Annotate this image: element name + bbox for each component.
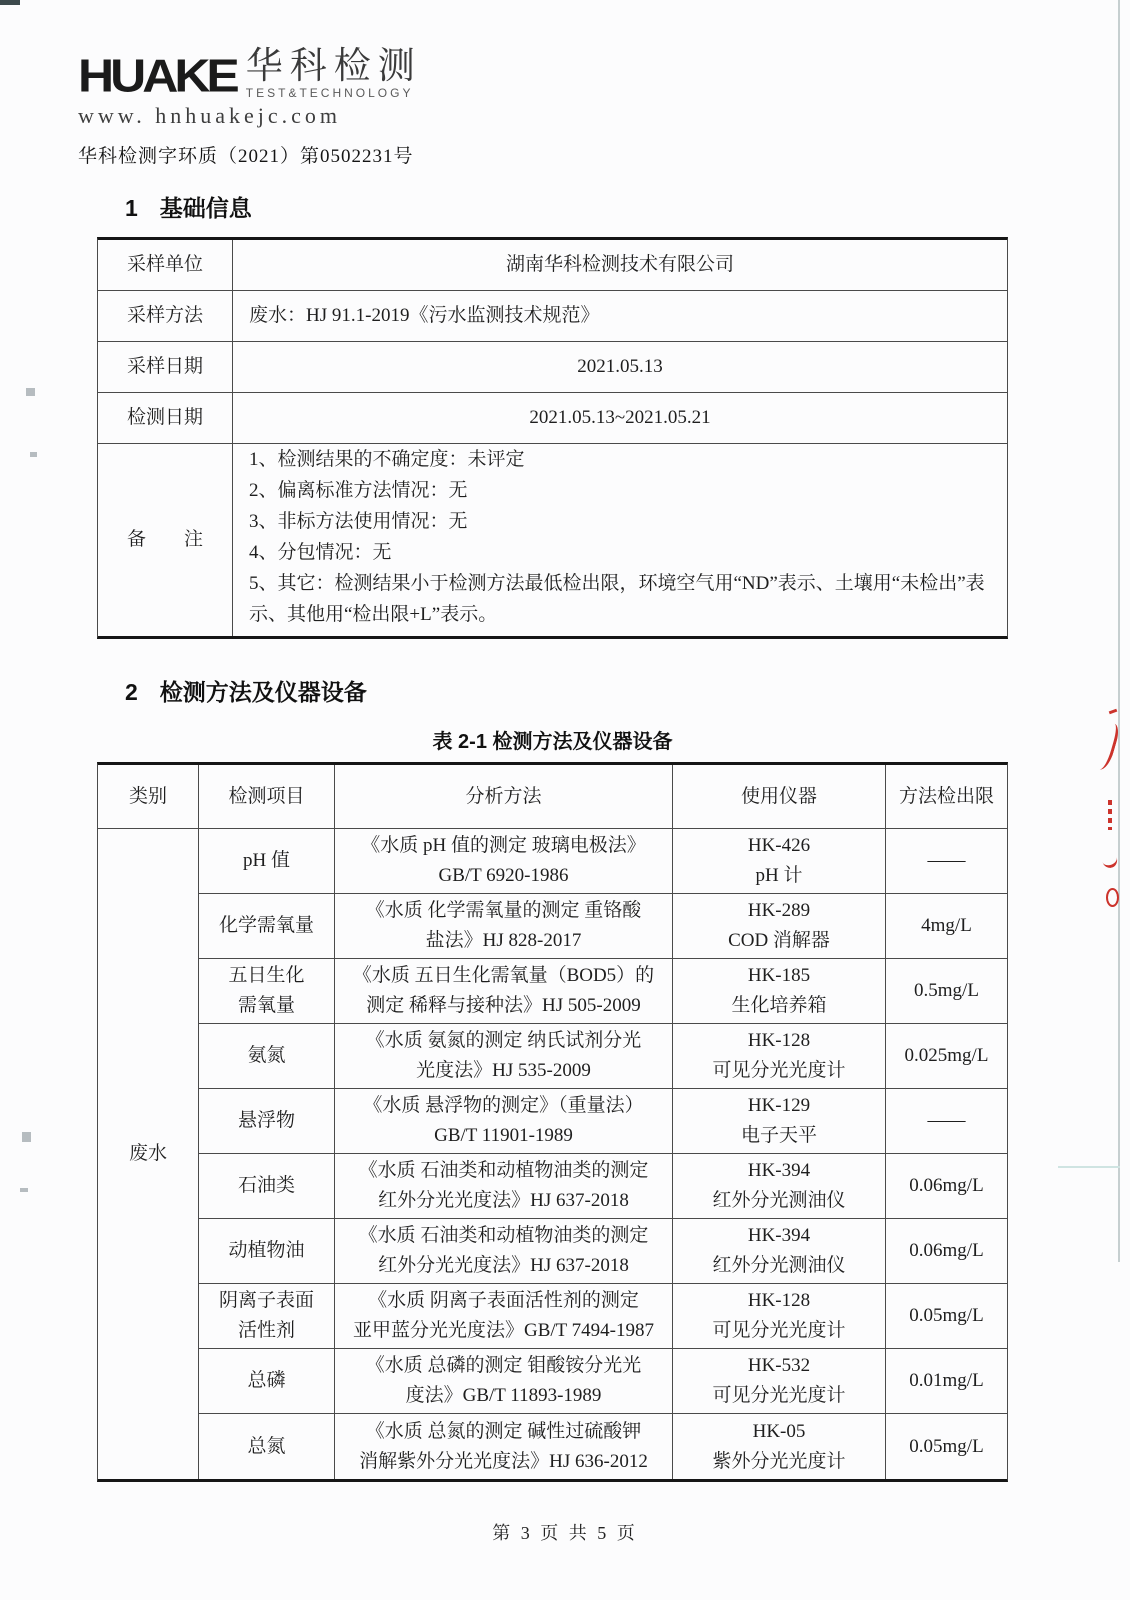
scan-artifact bbox=[22, 1132, 31, 1142]
instrument-cell-text: HK-129 bbox=[747, 1095, 811, 1116]
item-cell-text: 总氮 bbox=[247, 1435, 286, 1457]
row-label: 采样方法 bbox=[98, 291, 233, 342]
section-2-number: 2 bbox=[125, 679, 138, 705]
item-cell-text: 阴离子表面 bbox=[218, 1290, 314, 1311]
limit-cell-text: —— bbox=[927, 1110, 966, 1131]
item-cell bbox=[199, 1414, 335, 1479]
method-cell-text: 《水质 总磷的测定 钼酸铵分光光 bbox=[365, 1355, 642, 1376]
limit-cell-text: 4mg/L bbox=[921, 915, 972, 936]
method-cell-text: GB/T 11901-1989 bbox=[434, 1125, 573, 1146]
method-cell-text: 亚甲蓝分光光度法》GB/T 7494-1987 bbox=[352, 1320, 654, 1341]
remark-line: 3、非标方法使用情况：无 bbox=[249, 511, 468, 532]
row-value: 2021.05.13~2021.05.21 bbox=[233, 393, 1007, 444]
section-1-number: 1 bbox=[125, 195, 138, 221]
huake-logo: HUAKE bbox=[78, 50, 236, 102]
item-cell-text: 悬浮物 bbox=[237, 1110, 295, 1131]
limit-cell bbox=[886, 1219, 1007, 1284]
remark-line: 1、检测结果的不确定度：未评定 bbox=[249, 449, 525, 470]
section-1-heading bbox=[125, 190, 252, 223]
limit-cell-text: 0.05mg/L bbox=[909, 1305, 984, 1326]
remarks-label: 备 注 bbox=[98, 444, 233, 636]
red-stamp-mark bbox=[1090, 720, 1121, 771]
col-header-item: 检测项目 bbox=[199, 765, 335, 829]
method-cell bbox=[335, 1349, 673, 1414]
letterhead bbox=[78, 48, 422, 168]
col-header-category: 类别 bbox=[98, 765, 199, 829]
row-value: 废水：HJ 91.1-2019《污水监测技术规范》 bbox=[233, 291, 1007, 342]
instrument-cell-text: HK-05 bbox=[752, 1420, 806, 1442]
item-cell-text: 总磷 bbox=[247, 1370, 286, 1391]
website-text: www. hnhuakejc.com bbox=[78, 103, 342, 128]
method-cell-text: 《水质 化学需氧量的测定 重铬酸 bbox=[365, 900, 642, 921]
instrument-cell-text: 生化培养箱 bbox=[731, 995, 827, 1016]
method-cell-text: 《水质 pH 值的测定 玻璃电极法》 bbox=[361, 835, 646, 856]
instrument-cell-text: HK-394 bbox=[747, 1225, 811, 1246]
col-header-limit: 方法检出限 bbox=[886, 765, 1007, 829]
method-cell-text: 《水质 总氮的测定 碱性过硫酸钾 bbox=[365, 1420, 642, 1442]
method-cell bbox=[335, 894, 673, 959]
table-2-1-caption: 表 2-1 检测方法及仪器设备 bbox=[432, 731, 673, 753]
limit-cell bbox=[886, 829, 1007, 894]
scan-artifact bbox=[30, 452, 37, 457]
section-2-heading bbox=[125, 674, 367, 707]
instrument-cell-text: 紫外分光光度计 bbox=[712, 1450, 846, 1472]
page-footer: 第 3 页 共 5 页 bbox=[492, 1523, 638, 1543]
col-header-instrument: 使用仪器 bbox=[673, 765, 886, 829]
instrument-cell-text: 可见分光光度计 bbox=[712, 1320, 846, 1341]
scan-artifact bbox=[0, 0, 20, 5]
method-cell bbox=[335, 1284, 673, 1349]
item-cell bbox=[199, 1284, 335, 1349]
limit-cell bbox=[886, 1284, 1007, 1349]
row-value: 湖南华科检测技术有限公司 bbox=[233, 240, 1007, 291]
red-stamp-mark bbox=[1108, 800, 1112, 830]
row-value: 2021.05.13 bbox=[233, 342, 1007, 393]
item-cell bbox=[199, 1024, 335, 1089]
limit-cell bbox=[886, 959, 1007, 1024]
limit-cell-text: 0.05mg/L bbox=[909, 1435, 984, 1457]
method-cell-text: 测定 稀释与接种法》HJ 505-2009 bbox=[366, 995, 641, 1016]
item-cell-text: 活性剂 bbox=[237, 1320, 295, 1341]
instrument-cell-text: HK-532 bbox=[747, 1355, 811, 1376]
instrument-cell bbox=[673, 1219, 886, 1284]
method-cell-text: 《水质 石油类和动植物油类的测定 bbox=[358, 1225, 649, 1246]
instrument-cell bbox=[673, 829, 886, 894]
instrument-cell bbox=[673, 959, 886, 1024]
page-edge-line bbox=[1118, 0, 1120, 1262]
method-cell bbox=[335, 1089, 673, 1154]
instrument-cell bbox=[673, 1089, 886, 1154]
instrument-cell-text: HK-185 bbox=[747, 965, 811, 986]
instrument-cell-text: 红外分光测油仪 bbox=[712, 1190, 846, 1211]
method-cell bbox=[335, 1154, 673, 1219]
method-cell-text: 红外分光光度法》HJ 637-2018 bbox=[378, 1255, 629, 1276]
instrument-cell-text: HK-426 bbox=[747, 835, 811, 856]
red-stamp-mark bbox=[1106, 888, 1119, 907]
instrument-cell bbox=[673, 894, 886, 959]
limit-cell-text: 0.01mg/L bbox=[909, 1370, 984, 1391]
limit-cell bbox=[886, 1414, 1007, 1479]
instrument-cell bbox=[673, 1349, 886, 1414]
row-label: 采样日期 bbox=[98, 342, 233, 393]
limit-cell-text: 0.5mg/L bbox=[914, 980, 979, 1001]
col-header-method: 分析方法 bbox=[335, 765, 673, 829]
instrument-cell-text: HK-128 bbox=[747, 1030, 811, 1051]
method-cell-text: 红外分光光度法》HJ 637-2018 bbox=[378, 1190, 629, 1211]
method-cell bbox=[335, 959, 673, 1024]
item-cell-text: 需氧量 bbox=[237, 995, 295, 1016]
item-cell-text: 氨氮 bbox=[247, 1045, 286, 1066]
method-cell-text: 消解紫外分光光度法》HJ 636-2012 bbox=[359, 1450, 648, 1472]
remark-line: 5、其它：检测结果小于检测方法最低检出限，环境空气用“ND”表示、土壤用“未检出”表示、其他用“检出限+L”表示。 bbox=[249, 573, 985, 625]
instrument-cell-text: 电子天平 bbox=[740, 1125, 817, 1146]
limit-cell-text: 0.06mg/L bbox=[909, 1240, 984, 1261]
basic-info-table bbox=[97, 237, 1008, 639]
limit-cell bbox=[886, 894, 1007, 959]
limit-cell-text: —— bbox=[927, 850, 966, 871]
item-cell bbox=[199, 894, 335, 959]
instrument-cell-text: HK-289 bbox=[747, 900, 811, 921]
scan-artifact bbox=[1058, 1166, 1120, 1168]
row-label: 采样单位 bbox=[98, 240, 233, 291]
method-cell bbox=[335, 1414, 673, 1479]
item-cell-text: 动植物油 bbox=[228, 1240, 305, 1261]
item-cell-text: 化学需氧量 bbox=[218, 915, 314, 936]
method-cell-text: 盐法》HJ 828-2017 bbox=[425, 930, 582, 951]
logo-tagline: TEST&TECHNOLOGY bbox=[245, 86, 414, 100]
section-1-title: 基础信息 bbox=[159, 195, 252, 221]
logo-chinese-name: 华科检测 bbox=[245, 46, 422, 87]
instrument-cell-text: HK-394 bbox=[747, 1160, 811, 1181]
item-cell-text: pH 值 bbox=[243, 850, 290, 871]
method-cell-text: 《水质 阴离子表面活性剂的测定 bbox=[368, 1290, 639, 1311]
remark-line: 2、偏离标准方法情况：无 bbox=[249, 480, 468, 501]
remark-line: 4、分包情况：无 bbox=[249, 542, 392, 563]
limit-cell bbox=[886, 1349, 1007, 1414]
item-cell bbox=[199, 1219, 335, 1284]
limit-cell-text: 0.025mg/L bbox=[904, 1045, 989, 1066]
red-stamp-mark bbox=[1100, 849, 1120, 870]
document-number: 华科检测字环质（2021）第0502231号 bbox=[78, 146, 414, 167]
instrument-cell-text: 红外分光测油仪 bbox=[712, 1255, 846, 1276]
instrument-cell bbox=[673, 1024, 886, 1089]
methods-instruments-table bbox=[97, 762, 1008, 1482]
method-cell-text: 《水质 五日生化需氧量（BOD5）的 bbox=[352, 965, 655, 986]
item-cell bbox=[199, 959, 335, 1024]
item-cell bbox=[199, 1349, 335, 1414]
instrument-cell-text: 可见分光光度计 bbox=[712, 1385, 846, 1406]
method-cell-text: 《水质 悬浮物的测定》（重量法） bbox=[363, 1095, 644, 1116]
red-stamp-mark bbox=[1109, 709, 1118, 715]
scan-artifact bbox=[26, 388, 35, 396]
method-cell-text: 《水质 氨氮的测定 纳氏试剂分光 bbox=[365, 1030, 642, 1051]
limit-cell bbox=[886, 1024, 1007, 1089]
limit-cell-text: 0.06mg/L bbox=[909, 1175, 984, 1196]
limit-cell bbox=[886, 1154, 1007, 1219]
limit-cell bbox=[886, 1089, 1007, 1154]
row-label: 检测日期 bbox=[98, 393, 233, 444]
item-cell-text: 五日生化 bbox=[228, 965, 305, 986]
method-cell bbox=[335, 829, 673, 894]
instrument-cell-text: 可见分光光度计 bbox=[712, 1060, 846, 1081]
instrument-cell-text: HK-128 bbox=[747, 1290, 811, 1311]
category-cell: 废水 bbox=[98, 829, 199, 1479]
instrument-cell-text: COD 消解器 bbox=[728, 930, 830, 951]
instrument-cell bbox=[673, 1154, 886, 1219]
method-cell bbox=[335, 1024, 673, 1089]
instrument-cell bbox=[673, 1414, 886, 1479]
method-cell-text: 《水质 石油类和动植物油类的测定 bbox=[358, 1160, 649, 1181]
instrument-cell-text: pH 计 bbox=[755, 865, 803, 886]
scan-artifact bbox=[20, 1188, 28, 1192]
method-cell-text: 光度法》HJ 535-2009 bbox=[416, 1060, 591, 1081]
item-cell bbox=[199, 1154, 335, 1219]
remarks-cell bbox=[233, 444, 1007, 636]
method-cell bbox=[335, 1219, 673, 1284]
item-cell-text: 石油类 bbox=[237, 1175, 295, 1196]
method-cell-text: 度法》GB/T 11893-1989 bbox=[405, 1385, 602, 1406]
item-cell bbox=[199, 829, 335, 894]
section-2-title: 检测方法及仪器设备 bbox=[159, 679, 367, 705]
instrument-cell bbox=[673, 1284, 886, 1349]
method-cell-text: GB/T 6920-1986 bbox=[438, 865, 569, 886]
item-cell bbox=[199, 1089, 335, 1154]
